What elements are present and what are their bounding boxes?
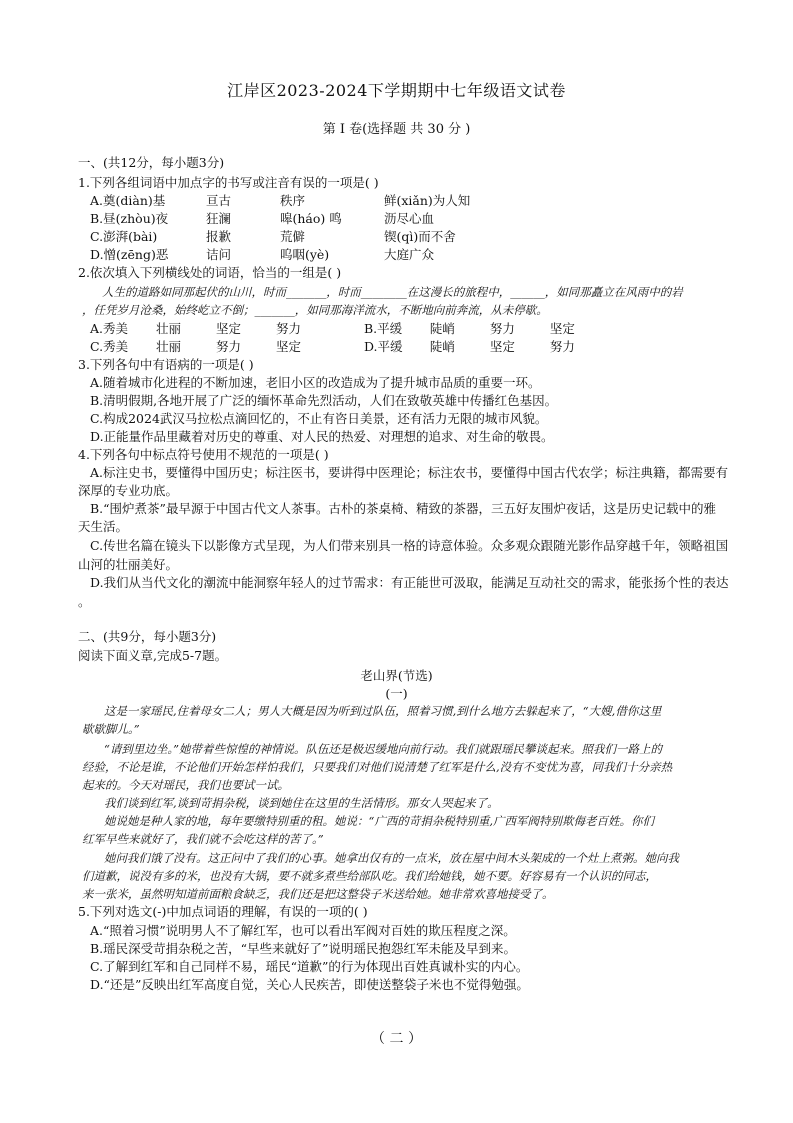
q3-stem: 3.下列各句中有语病的一项是( ) (78, 357, 254, 372)
q1-c-3: 荒僻 (279, 229, 305, 244)
q1-a-1: A.奠(diàn)基 (90, 193, 166, 208)
q1-row-c (90, 228, 456, 246)
q2-passage-2: ，任凭岁月沧桑，始终屹立不倒；_______，如同那海洋流水，不断地向前奔流，从未停歇。 (82, 303, 548, 317)
q1-a-2: 亘古 (205, 193, 231, 208)
q2-c-1: C.秀美 (90, 339, 129, 354)
article-paragraph: 歇歇脚儿。” (82, 722, 140, 736)
article-paragraph: 经验，不论是谁，不论他们开始怎样怕我们，只要我们对他们说清楚了红军是什么,没有不变忧为喜，同我们十分亲热 (82, 760, 673, 774)
q2-d-1: D.平缓 (363, 339, 403, 354)
q1-b-3: 嗥(háo) 鸣 (279, 211, 342, 226)
q2-options-cd (90, 338, 575, 356)
q2-b-4: 坚定 (549, 321, 575, 336)
q2-d-2: 陡峭 (429, 339, 455, 354)
article-part-2: （ 二 ） (371, 1031, 422, 1047)
section2-header: 二、(共9分，每小题3分) (78, 629, 217, 644)
q2-c-3: 努力 (215, 339, 241, 354)
q2-a-1: A.秀美 (90, 321, 129, 336)
q4-option-a-2: 深厚的专业功底。 (78, 483, 179, 498)
q1-a-3: 秩序 (279, 193, 305, 208)
q5-option-a: A.“照着习惯”说明男人不了解红军，也可以看出军阀对百姓的欺压程度之深。 (90, 923, 516, 938)
q1-d-3: 呜咽(yè) (279, 247, 330, 262)
section2-intro: 阅读下面义章,完成5-7题。 (78, 648, 228, 663)
article-paragraph: “请到里边坐。”她带着些惊惶的神情说。队伍还是极迟缓地向前行动。我们就跟瑶民攀谈起来。照我们一路上的 (104, 742, 663, 756)
q2-b-2: 陡峭 (429, 321, 455, 336)
q1-a-4: 鲜(xiǎn)为人知 (383, 193, 471, 208)
q2-options-ab (90, 320, 575, 338)
q4-option-a-1: A.标注史书，要懂得中国历史；标注医书，要讲得中医理论；标注农书，要懂得中国古代农学；标注典籍，都需要有 (90, 465, 729, 480)
q2-a-3: 坚定 (215, 321, 241, 336)
q2-a-4: 努力 (275, 321, 301, 336)
q1-d-4: 大庭广众 (383, 247, 434, 262)
article-paragraph: 起来的。今天对瑶民，我们也要试一试。 (82, 778, 289, 792)
q1-b-4: 沥尽心血 (383, 211, 434, 226)
q1-c-2: 报歉 (205, 229, 231, 244)
q2-c-4: 坚定 (275, 339, 301, 354)
article-paragraph: 她问我们饿了没有。这正问中了我们的心事。她拿出仅有的一点米，放在屋中间木头架成的一个灶上煮粥。她向我 (104, 851, 679, 865)
q1-row-b (90, 210, 434, 228)
q2-b-3: 努力 (489, 321, 515, 336)
article-paragraph: 来一张米，虽然明知道前面粮食缺乏，我们还是把这整袋子米送给她。她非常欢喜地接受了。 (82, 887, 554, 901)
article-paragraph: 这是一家瑶民,住着母女二人；男人大概是因为听到过队伍，照着习惯,到什么地方去躲起来了，“大嫂,借你这里 (104, 704, 662, 718)
q5-option-b: B.瑶民深受苛捐杂税之苦，“早些来就好了”说明瑶民抱怨红军未能及早到来。 (90, 941, 516, 956)
article-part-1: (一) (385, 686, 408, 701)
q1-b-2: 狂澜 (205, 211, 231, 226)
exam-subtitle: 第 I 卷(选择题 共 30 分 ) (322, 122, 471, 137)
q2-stem: 2.依次填入下列横线处的词语，恰当的一组是( ) (78, 265, 342, 280)
q1-b-1: B.昼(zhòu)夜 (90, 211, 169, 226)
q2-passage-1: 人生的道路如同那起伏的山川，时而_______，时而________在这漫长的旅程中，______，如同那矗立在风雨中的岩 (102, 285, 683, 299)
q4-option-b-1: B.“围炉煮茶”最早源于中国古代文人茶事。古朴的茶桌椅、精致的茶器，三五好友围炉夜话，这是历史记载中的雅 (90, 501, 716, 516)
q4-option-c-1: C.传世名篇在镜头下以影像方式呈现，为人们带来别具一格的诗意体验。众多观众跟随光影作品穿越千年，领略祖国 (90, 538, 729, 553)
q3-option-b: B.清明假期,各地开展了广泛的缅怀革命先烈活动，人们在致敬英雄中传播红色基因。 (90, 393, 558, 408)
q4-option-d-1: D.我们从当代文化的潮流中能洞察年轻人的过节需求：有正能世可汲取，能满足互动社交的需求，能张扬个性的表达 (90, 575, 729, 590)
q4-option-d-2: 。 (78, 594, 91, 609)
q1-stem: 1.下列各组词语中加点字的书写或注音有误的一项是( ) (78, 175, 379, 190)
q3-option-a: A.随着城市化进程的不断加速，老旧小区的改造成为了提升城市品质的重要一环。 (90, 375, 541, 390)
exam-title: 江岸区2023-2024下学期期中七年级语文试卷 (227, 81, 566, 100)
article-title: 老山界(节选) (360, 668, 433, 683)
q3-option-c: C.构成2024武汉马拉松点滴回忆的，不止有咨日美景，还有活力无限的城市风貌。 (90, 411, 548, 426)
q5-option-c: C.了解到红军和自己同样不易，瑶民“道歉”的行为体现出百姓真诚朴实的内心。 (90, 959, 529, 974)
section1-header: 一、(共12分，每小题3分) (78, 155, 225, 170)
article-paragraph: 她说她是种人家的地，每年要缴特别重的租。她说：“广西的苛捐杂税特别重,广西军阀特别欺侮老百姓。你们 (104, 814, 655, 828)
article-paragraph: 们道歉，说没有多的米，也没有大锅，要不就多煮些给部队吃。我们给她钱，她不要。好容易有一个认识的同志， (82, 869, 657, 883)
q1-d-1: D.憎(zēng)恶 (90, 247, 169, 262)
q1-row-a (90, 192, 470, 210)
q2-d-4: 努力 (549, 339, 575, 354)
q2-c-2: 壮丽 (155, 339, 181, 354)
article-paragraph: 红军早些来就好了，我们就不会吃这样的苦了。” (82, 832, 324, 846)
q5-option-d: D.“还是”反映出红军高度自觉，关心人民疾苦，即使送整袋子米也不觉得勉强。 (90, 977, 529, 992)
q3-option-d: D.正能量作品里藏着对历史的尊重、对人民的热爱、对理想的追求、对生命的敬畏。 (90, 429, 554, 444)
q1-row-d (90, 246, 434, 264)
article-paragraph: 我们谈到红军,谈到苛捐杂税，谈到她住在这里的生活情形。那女人哭起来了。 (104, 796, 499, 810)
q2-b-1: B.平缓 (363, 321, 403, 336)
q1-c-1: C.澎湃(bài) (90, 229, 158, 244)
q4-stem: 4.下列各句中标点符号使用不规范的一项是( ) (78, 447, 329, 462)
q4-option-c-2: 山河的壮丽美好。 (78, 557, 179, 572)
q5-stem: 5.下列对选文(-)中加点词语的理解，有误的一项的( ) (78, 904, 368, 919)
q1-c-4: 锲(qì)而不舍 (383, 229, 456, 244)
q2-d-3: 坚定 (489, 339, 515, 354)
q1-d-2: 诘问 (205, 247, 231, 262)
q4-option-b-2: 天生活。 (78, 519, 129, 534)
q2-a-2: 壮丽 (155, 321, 181, 336)
